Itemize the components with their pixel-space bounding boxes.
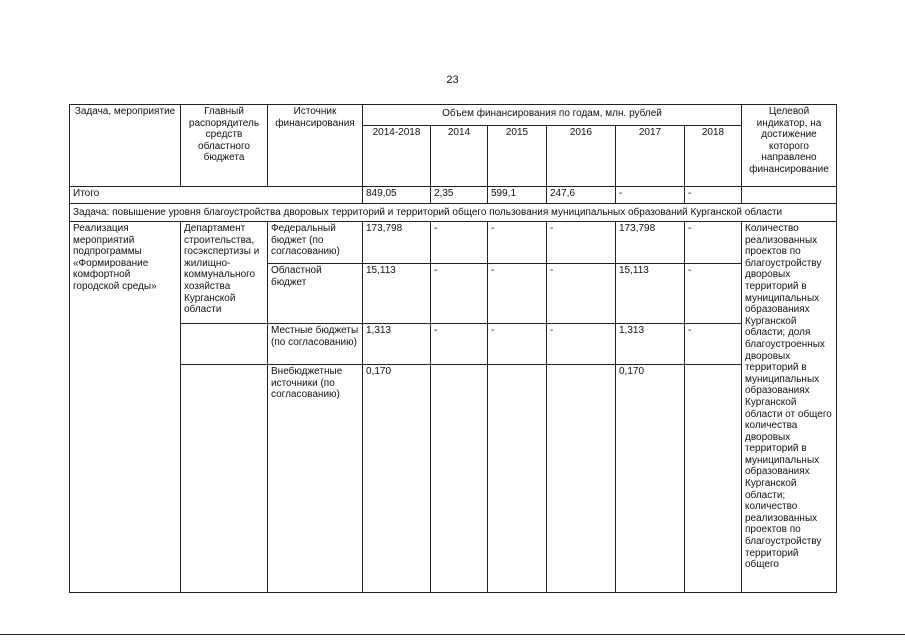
source-value: 1,313 [616, 324, 685, 365]
header-indicator: Целевой индикатор, на достижение которого направлено финансирование [742, 105, 837, 187]
page-number: 23 [446, 74, 459, 86]
source-value [488, 365, 547, 593]
source-value: 0,170 [363, 365, 431, 593]
header-year: 2017 [616, 126, 685, 187]
bottom-rule [0, 634, 905, 635]
source-value: 173,798 [616, 222, 685, 264]
total-value: 599,1 [488, 187, 547, 204]
total-value: - [685, 187, 742, 204]
header-row [70, 105, 837, 126]
source-name: Местные бюджеты (по согласованию) [268, 324, 363, 365]
header-year: 2016 [547, 126, 616, 187]
activity-manager: Департамент строительства, госэкспертизы и жилищно-коммунального хозяйства Курганской области [181, 222, 268, 324]
task-description: Задача: повышение уровня благоустройства дворовых территорий и территорий общего пользования муниципальных образований Курганской области [70, 204, 837, 222]
source-row-federal [70, 222, 837, 264]
source-value: 173,798 [363, 222, 431, 264]
source-value: - [431, 222, 488, 264]
header-year: 2018 [685, 126, 742, 187]
total-row [70, 187, 837, 204]
activity-name-cont [70, 365, 181, 593]
activity-name-cont [70, 324, 181, 365]
source-value [685, 365, 742, 593]
header-year: 2014 [431, 126, 488, 187]
source-value: - [685, 222, 742, 264]
header-year: 2015 [488, 126, 547, 187]
source-value: 15,113 [363, 264, 431, 324]
source-value [547, 365, 616, 593]
source-row-local [70, 324, 837, 365]
source-value: - [547, 222, 616, 264]
source-name: Федеральный бюджет (по согласованию) [268, 222, 363, 264]
source-value: - [685, 264, 742, 324]
source-value: - [547, 264, 616, 324]
total-value: 247,6 [547, 187, 616, 204]
source-value: - [431, 324, 488, 365]
manager-empty [181, 365, 268, 593]
source-value: - [685, 324, 742, 365]
header-task: Задача, мероприятие [70, 105, 181, 187]
total-value: - [616, 187, 685, 204]
activity-name: Реализация мероприятий подпрограммы «Формирование комфортной городской среды» [70, 222, 181, 324]
total-value: 2,35 [431, 187, 488, 204]
source-value: - [547, 324, 616, 365]
total-label: Итого [70, 187, 363, 204]
source-row-extrabudget [70, 365, 837, 593]
source-name: Областной бюджет [268, 264, 363, 324]
activity-indicator: Количество реализованных проектов по благоустройству дворовых территорий в муниципальных образованиях Курганской области; доля благоустроенных дворовых территорий в муниципальных образованиях Курганской области от общего количества дворовых территорий в муниципальных образованиях Курганской области; количество реализованных проектов по благоустройству территорий общего [742, 222, 837, 593]
header-year: 2014-2018 [363, 126, 431, 187]
total-value: 849,05 [363, 187, 431, 204]
task-row [70, 204, 837, 222]
total-indicator [742, 187, 837, 204]
header-funding: Объем финансирования по годам, млн. рублей [363, 105, 742, 126]
source-value [431, 365, 488, 593]
financing-table [69, 104, 837, 593]
header-manager: Главный распорядитель средств областного бюджета [181, 105, 268, 187]
source-value: - [488, 324, 547, 365]
source-value: 0,170 [616, 365, 685, 593]
source-value: - [431, 264, 488, 324]
source-value: 15,113 [616, 264, 685, 324]
source-name: Внебюджетные источники (по согласованию) [268, 365, 363, 593]
header-source: Источник финансирования [268, 105, 363, 187]
source-value: 1,313 [363, 324, 431, 365]
manager-empty [181, 324, 268, 365]
source-value: - [488, 264, 547, 324]
source-value: - [488, 222, 547, 264]
